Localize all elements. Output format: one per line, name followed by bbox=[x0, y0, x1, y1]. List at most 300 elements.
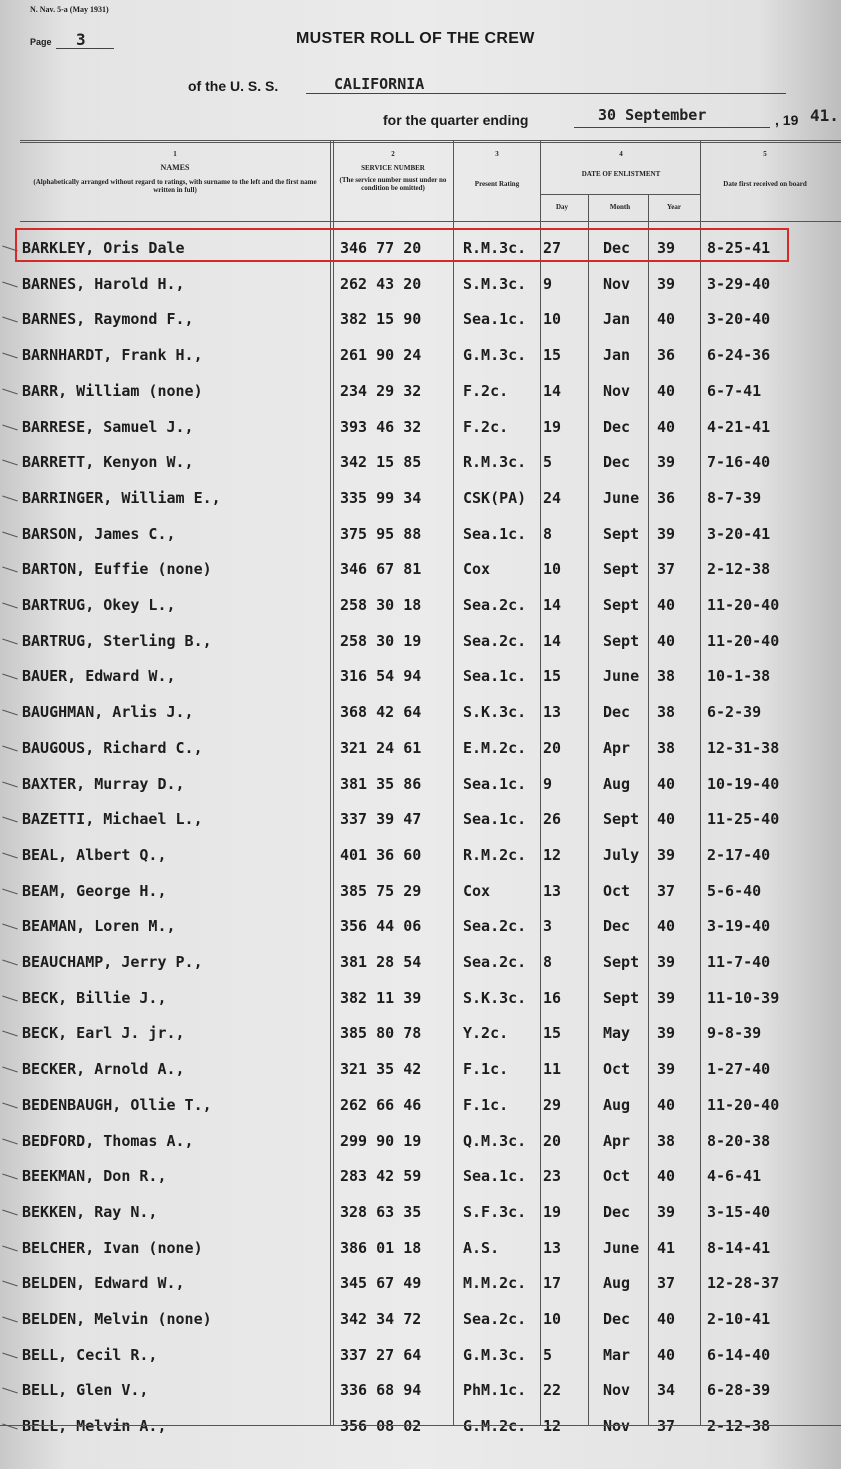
cell-enlist-year: 40 bbox=[657, 917, 676, 936]
cell-enlist-year: 36 bbox=[657, 346, 676, 365]
cell-rating: PhM.1c. bbox=[463, 1381, 527, 1400]
cell-name: BEKKEN, Ray N., bbox=[22, 1202, 158, 1221]
cell-name: BECKER, Arnold A., bbox=[22, 1060, 185, 1079]
table-row bbox=[0, 1194, 841, 1229]
quarter-date: 30 September bbox=[598, 106, 707, 124]
cell-date-received: 2-12-38 bbox=[707, 560, 771, 579]
col-enlistment-num: 4 bbox=[619, 150, 623, 158]
row-tick-mark bbox=[2, 888, 18, 894]
table-row bbox=[0, 266, 841, 301]
cell-date-received: 6-2-39 bbox=[707, 703, 762, 722]
cell-enlist-month: Sept bbox=[603, 810, 640, 829]
cell-enlist-month: Dec bbox=[603, 239, 631, 257]
cell-date-received: 12-31-38 bbox=[707, 738, 780, 757]
cell-service-number: 335 99 34 bbox=[340, 488, 422, 507]
row-tick-mark bbox=[2, 1317, 18, 1323]
table-row bbox=[0, 1051, 841, 1086]
cell-enlist-month: Jan bbox=[603, 346, 631, 365]
row-tick-mark bbox=[2, 567, 18, 573]
table-row bbox=[0, 480, 841, 515]
cell-enlist-year: 37 bbox=[657, 1417, 676, 1436]
cell-service-number: 234 29 32 bbox=[340, 381, 422, 400]
cell-name: BARTRUG, Sterling B., bbox=[22, 631, 212, 650]
cell-service-number: 345 67 49 bbox=[340, 1274, 422, 1293]
cell-enlist-year: 40 bbox=[657, 1310, 676, 1328]
cell-service-number: 382 11 39 bbox=[340, 988, 422, 1007]
cell-enlist-day: 20 bbox=[543, 1131, 562, 1150]
cell-enlist-day: 9 bbox=[543, 774, 553, 793]
cell-service-number: 381 35 86 bbox=[340, 774, 422, 793]
cell-enlist-year: 39 bbox=[657, 988, 676, 1007]
cell-enlist-day: 15 bbox=[543, 346, 562, 365]
cell-enlist-year: 39 bbox=[657, 453, 676, 472]
cell-date-received: 6-7-41 bbox=[707, 381, 762, 400]
cell-enlist-day: 10 bbox=[543, 560, 562, 579]
row-tick-mark bbox=[2, 1067, 18, 1073]
cell-enlist-year: 34 bbox=[657, 1381, 676, 1400]
cell-service-number: 401 36 60 bbox=[340, 845, 422, 864]
cell-date-received: 3-15-40 bbox=[707, 1202, 771, 1221]
cell-name: BECK, Billie J., bbox=[22, 988, 167, 1007]
col-month-header: Month bbox=[609, 203, 631, 211]
cell-enlist-month: Oct bbox=[603, 1060, 631, 1079]
cell-name: BARRETT, Kenyon W., bbox=[22, 453, 194, 472]
cell-enlist-year: 40 bbox=[657, 381, 676, 400]
col-names-title: NAMES bbox=[160, 163, 190, 172]
table-row bbox=[0, 623, 841, 658]
cell-service-number: 283 42 59 bbox=[340, 1167, 422, 1186]
row-tick-mark bbox=[2, 781, 18, 787]
table-row bbox=[0, 409, 841, 444]
cell-enlist-year: 38 bbox=[657, 738, 676, 757]
cell-enlist-day: 15 bbox=[543, 667, 562, 686]
cell-enlist-day: 8 bbox=[543, 953, 553, 971]
table-row bbox=[0, 908, 841, 943]
cell-enlist-day: 12 bbox=[543, 845, 562, 864]
cell-enlist-day: 13 bbox=[543, 703, 562, 722]
cell-enlist-month: Sept bbox=[603, 524, 640, 543]
cell-enlist-day: 14 bbox=[543, 596, 562, 614]
cell-service-number: 316 54 94 bbox=[340, 667, 422, 686]
cell-enlist-month: Aug bbox=[603, 774, 631, 793]
cell-rating: Sea.1c. bbox=[463, 667, 527, 686]
row-tick-mark bbox=[2, 817, 18, 823]
cell-name: BELL, Cecil R., bbox=[22, 1345, 158, 1364]
cell-name: BARTRUG, Okey L., bbox=[22, 596, 176, 614]
cell-enlist-year: 37 bbox=[657, 1274, 676, 1293]
cell-enlist-day: 13 bbox=[543, 1238, 562, 1257]
table-row bbox=[0, 587, 841, 622]
cell-enlist-month: Aug bbox=[603, 1274, 631, 1293]
row-tick-mark bbox=[2, 353, 18, 359]
row-tick-mark bbox=[2, 495, 18, 501]
cell-enlist-day: 16 bbox=[543, 988, 562, 1007]
row-tick-mark bbox=[2, 317, 18, 323]
cell-enlist-month: Dec bbox=[603, 417, 631, 436]
table-row bbox=[0, 551, 841, 586]
cell-rating: Cox bbox=[463, 881, 491, 900]
cell-service-number: 299 90 19 bbox=[340, 1131, 422, 1150]
cell-rating: S.K.3c. bbox=[463, 703, 527, 722]
cell-date-received: 6-14-40 bbox=[707, 1345, 771, 1364]
header-top-rule-2 bbox=[20, 142, 841, 143]
cell-rating: R.M.3c. bbox=[463, 453, 527, 472]
col-names-num: 1 bbox=[173, 150, 177, 158]
col-service-title: SERVICE NUMBER bbox=[361, 164, 425, 172]
cell-enlist-month: Dec bbox=[603, 1202, 631, 1221]
cell-date-received: 9-8-39 bbox=[707, 1024, 762, 1043]
cell-enlist-year: 39 bbox=[657, 1060, 676, 1079]
cell-enlist-year: 38 bbox=[657, 703, 676, 722]
cell-rating: S.F.3c. bbox=[463, 1202, 527, 1221]
cell-enlist-year: 37 bbox=[657, 881, 676, 900]
cell-enlist-year: 39 bbox=[657, 239, 676, 257]
cell-enlist-month: Sept bbox=[603, 988, 640, 1007]
cell-date-received: 2-17-40 bbox=[707, 845, 771, 864]
table-row bbox=[0, 980, 841, 1015]
cell-enlist-year: 38 bbox=[657, 667, 676, 686]
row-tick-mark bbox=[2, 745, 18, 751]
cell-enlist-year: 40 bbox=[657, 810, 676, 829]
cell-rating: M.M.2c. bbox=[463, 1274, 527, 1293]
cell-rating: F.1c. bbox=[463, 1060, 509, 1079]
col-service-header bbox=[334, 150, 452, 192]
cell-enlist-day: 3 bbox=[543, 917, 553, 936]
cell-enlist-day: 23 bbox=[543, 1167, 562, 1186]
cell-enlist-month: July bbox=[603, 845, 640, 864]
cell-enlist-year: 40 bbox=[657, 774, 676, 793]
cell-service-number: 386 01 18 bbox=[340, 1238, 422, 1257]
document-title: MUSTER ROLL OF THE CREW bbox=[296, 30, 535, 47]
cell-enlist-month: Oct bbox=[603, 881, 631, 900]
ship-underline bbox=[306, 93, 786, 94]
cell-service-number: 337 39 47 bbox=[340, 810, 422, 829]
cell-enlist-month: Aug bbox=[603, 1095, 631, 1114]
table-row bbox=[0, 1158, 841, 1193]
cell-date-received: 3-19-40 bbox=[707, 917, 771, 936]
cell-rating: S.M.3c. bbox=[463, 274, 527, 293]
cell-name: BECK, Earl J. jr., bbox=[22, 1024, 185, 1043]
row-tick-mark bbox=[2, 1352, 18, 1358]
cell-service-number: 346 77 20 bbox=[340, 239, 422, 257]
cell-enlist-day: 27 bbox=[543, 239, 562, 257]
col-rating-num: 3 bbox=[495, 150, 499, 158]
cell-date-received: 8-14-41 bbox=[707, 1238, 771, 1257]
cell-enlist-year: 39 bbox=[657, 274, 676, 293]
cell-enlist-day: 17 bbox=[543, 1274, 562, 1293]
cell-date-received: 11-20-40 bbox=[707, 1095, 780, 1114]
cell-enlist-year: 40 bbox=[657, 1095, 676, 1114]
row-tick-mark bbox=[2, 388, 18, 394]
row-tick-mark bbox=[2, 1209, 18, 1215]
table-row bbox=[0, 1015, 841, 1050]
table-row bbox=[0, 1230, 841, 1265]
cell-service-number: 261 90 24 bbox=[340, 346, 422, 365]
cell-rating: Sea.2c. bbox=[463, 631, 527, 650]
cell-date-received: 10-1-38 bbox=[707, 667, 771, 686]
table-row bbox=[0, 1087, 841, 1122]
cell-date-received: 8-20-38 bbox=[707, 1131, 771, 1150]
row-tick-mark bbox=[2, 674, 18, 680]
cell-service-number: 336 68 94 bbox=[340, 1381, 422, 1400]
cell-service-number: 385 80 78 bbox=[340, 1024, 422, 1043]
cell-enlist-day: 29 bbox=[543, 1095, 562, 1114]
cell-enlist-day: 10 bbox=[543, 1310, 562, 1328]
cell-rating: Sea.1c. bbox=[463, 524, 527, 543]
cell-service-number: 393 46 32 bbox=[340, 417, 422, 436]
cell-date-received: 4-6-41 bbox=[707, 1167, 762, 1186]
col-received-num: 5 bbox=[763, 150, 767, 158]
cell-enlist-month: Nov bbox=[603, 1417, 631, 1436]
cell-name: BARRESE, Samuel J., bbox=[22, 417, 194, 436]
cell-enlist-month: Apr bbox=[603, 1131, 631, 1150]
cell-enlist-day: 8 bbox=[543, 524, 553, 543]
row-tick-mark bbox=[2, 852, 18, 858]
cell-service-number: 258 30 19 bbox=[340, 631, 422, 650]
table-row bbox=[0, 694, 841, 729]
cell-rating: F.2c. bbox=[463, 381, 509, 400]
cell-enlist-day: 12 bbox=[543, 1417, 562, 1436]
table-row bbox=[0, 444, 841, 479]
header-top-rule bbox=[20, 140, 841, 141]
cell-enlist-month: June bbox=[603, 667, 640, 686]
cell-rating: Sea.2c. bbox=[463, 1310, 527, 1328]
cell-enlist-day: 15 bbox=[543, 1024, 562, 1043]
table-bottom-rule bbox=[0, 1425, 841, 1426]
cell-enlist-day: 19 bbox=[543, 417, 562, 436]
cell-enlist-day: 10 bbox=[543, 310, 562, 329]
cell-rating: Sea.2c. bbox=[463, 917, 527, 936]
cell-enlist-day: 14 bbox=[543, 631, 562, 650]
cell-enlist-year: 40 bbox=[657, 310, 676, 329]
cell-date-received: 3-20-41 bbox=[707, 524, 771, 543]
row-tick-mark bbox=[2, 531, 18, 537]
table-row bbox=[0, 373, 841, 408]
cell-date-received: 2-10-41 bbox=[707, 1310, 771, 1328]
cell-enlist-month: Sept bbox=[603, 596, 640, 614]
cell-service-number: 262 66 46 bbox=[340, 1095, 422, 1114]
table-row bbox=[0, 766, 841, 801]
row-tick-mark bbox=[2, 638, 18, 644]
table-row bbox=[0, 1372, 841, 1407]
cell-rating: CSK(PA) bbox=[463, 488, 527, 507]
col-names-header bbox=[20, 150, 330, 194]
cell-name: BELDEN, Melvin (none) bbox=[22, 1310, 212, 1328]
cell-date-received: 12-28-37 bbox=[707, 1274, 780, 1293]
ship-name: CALIFORNIA bbox=[334, 75, 425, 93]
cell-rating: F.1c. bbox=[463, 1095, 509, 1114]
table-row bbox=[0, 337, 841, 372]
cell-enlist-month: Nov bbox=[603, 1381, 631, 1400]
cell-service-number: 385 75 29 bbox=[340, 881, 422, 900]
col-enlistment-header bbox=[541, 150, 701, 178]
row-tick-mark bbox=[2, 281, 18, 287]
col-service-num: 2 bbox=[391, 150, 395, 158]
cell-enlist-month: Sept bbox=[603, 953, 640, 971]
cell-enlist-year: 39 bbox=[657, 845, 676, 864]
cell-enlist-year: 40 bbox=[657, 1345, 676, 1364]
cell-enlist-day: 20 bbox=[543, 738, 562, 757]
cell-name: BAUER, Edward W., bbox=[22, 667, 176, 686]
cell-enlist-month: Mar bbox=[603, 1345, 631, 1364]
cell-service-number: 342 15 85 bbox=[340, 453, 422, 472]
enlistment-subheader-rule bbox=[541, 194, 701, 195]
cell-service-number: 356 44 06 bbox=[340, 917, 422, 936]
cell-enlist-year: 39 bbox=[657, 953, 676, 971]
cell-date-received: 11-20-40 bbox=[707, 596, 780, 614]
cell-rating: Sea.1c. bbox=[463, 810, 527, 829]
header-bottom-rule bbox=[20, 221, 841, 222]
row-tick-mark bbox=[2, 995, 18, 1001]
cell-name: BELL, Melvin A., bbox=[22, 1417, 167, 1436]
cell-enlist-month: June bbox=[603, 1238, 640, 1257]
cell-rating: Sea.1c. bbox=[463, 310, 527, 329]
cell-service-number: 258 30 18 bbox=[340, 596, 422, 614]
cell-rating: G.M.3c. bbox=[463, 346, 527, 365]
row-tick-mark bbox=[2, 924, 18, 930]
cell-rating: Sea.2c. bbox=[463, 596, 527, 614]
cell-service-number: 375 95 88 bbox=[340, 524, 422, 543]
table-row bbox=[0, 516, 841, 551]
cell-name: BARTON, Euffie (none) bbox=[22, 560, 212, 579]
cell-enlist-year: 38 bbox=[657, 1131, 676, 1150]
cell-name: BAZETTI, Michael L., bbox=[22, 810, 203, 829]
col-day-header: Day bbox=[555, 203, 569, 211]
row-tick-mark bbox=[2, 460, 18, 466]
cell-enlist-year: 39 bbox=[657, 524, 676, 543]
table-row bbox=[0, 801, 841, 836]
cell-name: BARR, William (none) bbox=[22, 381, 203, 400]
cell-service-number: 328 63 35 bbox=[340, 1202, 422, 1221]
cell-service-number: 342 34 72 bbox=[340, 1310, 422, 1328]
table-row bbox=[0, 301, 841, 336]
cell-enlist-year: 39 bbox=[657, 1202, 676, 1221]
row-tick-mark bbox=[2, 1388, 18, 1394]
cell-date-received: 11-10-39 bbox=[707, 988, 780, 1007]
cell-enlist-month: May bbox=[603, 1024, 631, 1043]
cell-enlist-month: Jan bbox=[603, 310, 631, 329]
year-suffix: 41. bbox=[810, 106, 839, 125]
cell-enlist-year: 41 bbox=[657, 1238, 676, 1257]
col-names-note: (Alphabetically arranged without regard to ratings, with surname to the left and the first name written in full) bbox=[33, 178, 317, 194]
table-row bbox=[0, 837, 841, 872]
cell-date-received: 7-16-40 bbox=[707, 453, 771, 472]
row-tick-mark bbox=[2, 1031, 18, 1037]
cell-name: BARSON, James C., bbox=[22, 524, 176, 543]
cell-name: BEAMAN, Loren M., bbox=[22, 917, 176, 936]
cell-service-number: 381 28 54 bbox=[340, 953, 422, 971]
cell-date-received: 3-29-40 bbox=[707, 274, 771, 293]
cell-name: BEDFORD, Thomas A., bbox=[22, 1131, 194, 1150]
row-tick-mark bbox=[2, 1245, 18, 1251]
cell-enlist-day: 26 bbox=[543, 810, 562, 829]
col-service-note: (The service number must under no condition be omitted) bbox=[339, 176, 447, 192]
cell-name: BARNES, Raymond F., bbox=[22, 310, 194, 329]
cell-name: BELCHER, Ivan (none) bbox=[22, 1238, 203, 1257]
col-received-title: Date first received on board bbox=[723, 180, 807, 188]
cell-rating: R.M.2c. bbox=[463, 845, 527, 864]
cell-rating: G.M.3c. bbox=[463, 1345, 527, 1364]
cell-enlist-month: Apr bbox=[603, 738, 631, 757]
col-year-header: Year bbox=[667, 203, 681, 211]
cell-service-number: 337 27 64 bbox=[340, 1345, 422, 1364]
cell-name: BARNES, Harold H., bbox=[22, 274, 185, 293]
cell-date-received: 11-25-40 bbox=[707, 810, 780, 829]
cell-name: BAUGHMAN, Arlis J., bbox=[22, 703, 194, 722]
cell-rating: R.M.3c. bbox=[463, 239, 527, 257]
cell-date-received: 8-7-39 bbox=[707, 488, 762, 507]
cell-enlist-year: 37 bbox=[657, 560, 676, 579]
quarter-label: for the quarter ending bbox=[383, 112, 529, 128]
cell-service-number: 382 15 90 bbox=[340, 310, 422, 329]
cell-enlist-month: Nov bbox=[603, 381, 631, 400]
cell-name: BELDEN, Edward W., bbox=[22, 1274, 185, 1293]
cell-name: BAUGOUS, Richard C., bbox=[22, 738, 203, 757]
cell-date-received: 2-12-38 bbox=[707, 1417, 771, 1436]
cell-date-received: 6-28-39 bbox=[707, 1381, 771, 1400]
cell-enlist-month: Dec bbox=[603, 453, 631, 472]
cell-service-number: 321 24 61 bbox=[340, 738, 422, 757]
cell-enlist-year: 40 bbox=[657, 596, 676, 614]
table-row bbox=[0, 1301, 841, 1336]
cell-date-received: 3-20-40 bbox=[707, 310, 771, 329]
table-row bbox=[0, 1265, 841, 1300]
cell-enlist-month: Dec bbox=[603, 703, 631, 722]
cell-enlist-day: 24 bbox=[543, 488, 562, 507]
cell-rating: F.2c. bbox=[463, 417, 509, 436]
row-tick-mark bbox=[2, 424, 18, 430]
cell-enlist-year: 40 bbox=[657, 631, 676, 650]
cell-enlist-month: Nov bbox=[603, 274, 631, 293]
quarter-underline bbox=[574, 127, 770, 128]
cell-date-received: 6-24-36 bbox=[707, 346, 771, 365]
form-number: N. Nav. 5-a (May 1931) bbox=[30, 5, 109, 14]
cell-enlist-day: 22 bbox=[543, 1381, 562, 1400]
row-tick-mark bbox=[2, 603, 18, 609]
col-enlistment-title: DATE OF ENLISTMENT bbox=[581, 170, 661, 178]
cell-enlist-year: 40 bbox=[657, 1167, 676, 1186]
cell-enlist-day: 5 bbox=[543, 1345, 553, 1364]
row-tick-mark bbox=[2, 960, 18, 966]
cell-date-received: 10-19-40 bbox=[707, 774, 780, 793]
row-tick-mark bbox=[2, 1281, 18, 1287]
row-tick-mark bbox=[2, 1174, 18, 1180]
cell-date-received: 8-25-41 bbox=[707, 239, 771, 257]
cell-name: BARNHARDT, Frank H., bbox=[22, 346, 203, 365]
cell-rating: E.M.2c. bbox=[463, 738, 527, 757]
cell-enlist-year: 40 bbox=[657, 417, 676, 436]
cell-rating: Cox bbox=[463, 560, 491, 579]
cell-enlist-month: June bbox=[603, 488, 640, 507]
cell-name: BEAUCHAMP, Jerry P., bbox=[22, 953, 203, 971]
cell-service-number: 346 67 81 bbox=[340, 560, 422, 579]
page-label: Page bbox=[30, 37, 52, 47]
cell-name: BARKLEY, Oris Dale bbox=[22, 239, 185, 257]
cell-enlist-day: 5 bbox=[543, 453, 553, 472]
cell-service-number: 356 08 02 bbox=[340, 1417, 422, 1436]
row-tick-mark bbox=[2, 1138, 18, 1144]
cell-enlist-year: 39 bbox=[657, 1024, 676, 1043]
cell-rating: G.M.2c. bbox=[463, 1417, 527, 1436]
table-row bbox=[0, 873, 841, 908]
cell-rating: Q.M.3c. bbox=[463, 1131, 527, 1150]
cell-name: BARRINGER, William E., bbox=[22, 488, 221, 507]
row-highlight-box bbox=[15, 228, 789, 262]
cell-date-received: 5-6-40 bbox=[707, 881, 762, 900]
cell-enlist-month: Dec bbox=[603, 917, 631, 936]
cell-enlist-day: 13 bbox=[543, 881, 562, 900]
table-row bbox=[0, 658, 841, 693]
